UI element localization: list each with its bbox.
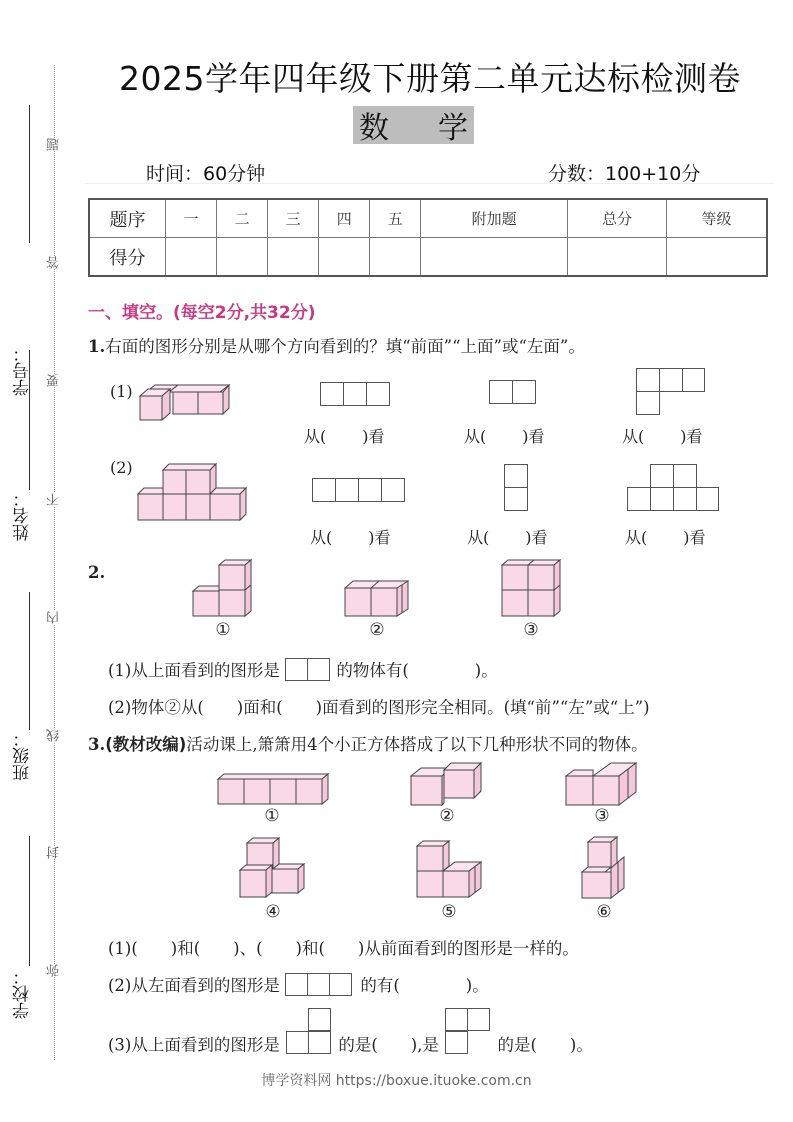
score-table-cell: 四: [319, 199, 370, 238]
score-input-cell[interactable]: [217, 238, 268, 277]
cube-solid-figure: [582, 836, 628, 900]
view-grid-figure: [636, 368, 706, 416]
cube-solid-figure: [411, 762, 483, 806]
score-table-score-row: [89, 238, 767, 277]
school-line: [29, 836, 30, 966]
part-label: (1): [110, 382, 133, 401]
view-direction-blank[interactable]: 从( )看: [464, 427, 545, 446]
score-input-cell[interactable]: [319, 238, 370, 277]
figure-label: ③: [523, 620, 539, 640]
view-grid-figure: [444, 1008, 492, 1060]
question-1: [88, 333, 585, 357]
view-grid-figure: [285, 973, 355, 1001]
score-table-cell: 二: [217, 199, 268, 238]
binding-word: 不: [47, 493, 62, 506]
question-3: [88, 731, 648, 755]
score-table: [88, 198, 768, 277]
score-table-header-row: [89, 199, 767, 238]
binding-word: 线: [47, 729, 62, 742]
view-grid-figure: [285, 658, 331, 686]
section-heading: 一、填空。(每空2分,共32分): [88, 303, 316, 323]
view-grid-figure: [489, 380, 537, 405]
cube-solid-figure: [566, 762, 640, 806]
cube-solid-figure: [502, 560, 564, 618]
score-input-cell[interactable]: [421, 238, 568, 277]
student-name-label: 姓名：: [13, 490, 33, 541]
figure-label: ②: [369, 620, 385, 640]
question-number: 1.: [88, 337, 106, 356]
score-table-cell: 附加题: [421, 199, 568, 238]
subject-char: 数: [359, 111, 389, 146]
question-2: [88, 563, 105, 582]
binding-word: 内: [47, 611, 62, 624]
view-direction-blank[interactable]: 从( )看: [310, 528, 391, 547]
score-input-cell[interactable]: [568, 238, 667, 277]
binding-dotted-line: [54, 65, 55, 1060]
figure-label: ④: [265, 902, 281, 922]
figure-label: ⑤: [441, 902, 457, 922]
binding-word: 弥: [47, 964, 62, 977]
question-number: 3.: [88, 735, 106, 754]
cube-solid-figure: [345, 580, 411, 618]
student-id-label: 学号：: [13, 345, 33, 396]
view-grid-figure: [312, 478, 406, 503]
view-direction-blank[interactable]: 从( )看: [622, 427, 703, 446]
figure-label: ①: [215, 620, 231, 640]
view-direction-blank[interactable]: 从( )看: [625, 528, 706, 547]
question-text: 活动课上,箫箫用4个小正方体搭成了以下几种形状不同的物体。: [186, 735, 648, 754]
cube-solid-figure: [138, 463, 250, 525]
view-direction-blank[interactable]: 从( )看: [304, 427, 385, 446]
part-label: (2): [110, 458, 133, 477]
figure-label: ③: [594, 806, 610, 826]
cube-solid-figure: [417, 841, 485, 899]
score-table-cell: 一: [166, 199, 217, 238]
score-table-cell: 等级: [666, 199, 767, 238]
subject-char: 学: [438, 111, 468, 146]
class-line: [29, 592, 30, 730]
score-input-cell[interactable]: [166, 238, 217, 277]
question-3-sub2[interactable]: (2)从左面看到的图形是 的有( )。: [108, 972, 489, 1001]
figure-label: ②: [439, 806, 455, 826]
cube-solid-figure: [218, 773, 330, 807]
view-direction-blank[interactable]: 从( )看: [467, 528, 548, 547]
question-2-sub2[interactable]: (2)物体②从( )面和( )面看到的图形完全相同。(填“前”“左”或“上”): [108, 698, 650, 717]
cube-solid-figure: [240, 837, 306, 901]
binding-word: 题: [47, 138, 62, 151]
binding-word: 封: [47, 846, 62, 859]
view-grid-figure: [320, 382, 390, 407]
figure-label: ①: [264, 806, 280, 826]
score-table-cell: 得分: [89, 238, 166, 277]
score-input-cell[interactable]: [268, 238, 319, 277]
figure-label: ⑥: [596, 902, 612, 922]
binding-word: 要: [47, 374, 62, 387]
exam-title: 2025学年四年级下册第二单元达标检测卷: [119, 59, 741, 98]
score-table-cell: 总分: [568, 199, 667, 238]
student-name-line: [29, 350, 30, 490]
footer-watermark: 博学资料网 https://boxue.ituoke.com.cn: [261, 1073, 532, 1089]
question-tag: (教材改编): [105, 735, 187, 754]
view-grid-figure: [285, 1008, 333, 1060]
view-grid-figure: [627, 464, 721, 512]
question-3-sub1[interactable]: (1)( )和( )、( )和( )从前面看到的图形是一样的。: [108, 939, 579, 958]
score-table-cell: 三: [268, 199, 319, 238]
binding-word: 答: [47, 256, 62, 269]
class-label: 班级：: [13, 730, 33, 781]
question-number: 2.: [88, 563, 106, 582]
cube-solid-figure: [193, 560, 255, 618]
question-3-sub3[interactable]: (3)从上面看到的图形是 的是( ),是 的是( )。: [108, 1020, 593, 1072]
score-input-cell[interactable]: [370, 238, 421, 277]
total-score: 分数：100+10分: [548, 163, 701, 185]
score-table-cell: 题序: [89, 199, 166, 238]
school-label: 学校：: [13, 968, 33, 1019]
score-input-cell[interactable]: [666, 238, 767, 277]
subject-banner: [353, 106, 474, 144]
question-2-sub1[interactable]: (1)从上面看到的图形是 的物体有( )。: [108, 657, 498, 686]
time-limit: 时间：60分钟: [146, 163, 266, 185]
student-id-line: [29, 105, 30, 243]
score-table-cell: 五: [370, 199, 421, 238]
question-text: 右面的图形分别是从哪个方向看到的？填“前面”“上面”或“左面”。: [105, 337, 585, 356]
view-grid-figure: [504, 464, 529, 512]
header-divider: [85, 183, 775, 184]
cube-solid-figure: [140, 384, 235, 424]
